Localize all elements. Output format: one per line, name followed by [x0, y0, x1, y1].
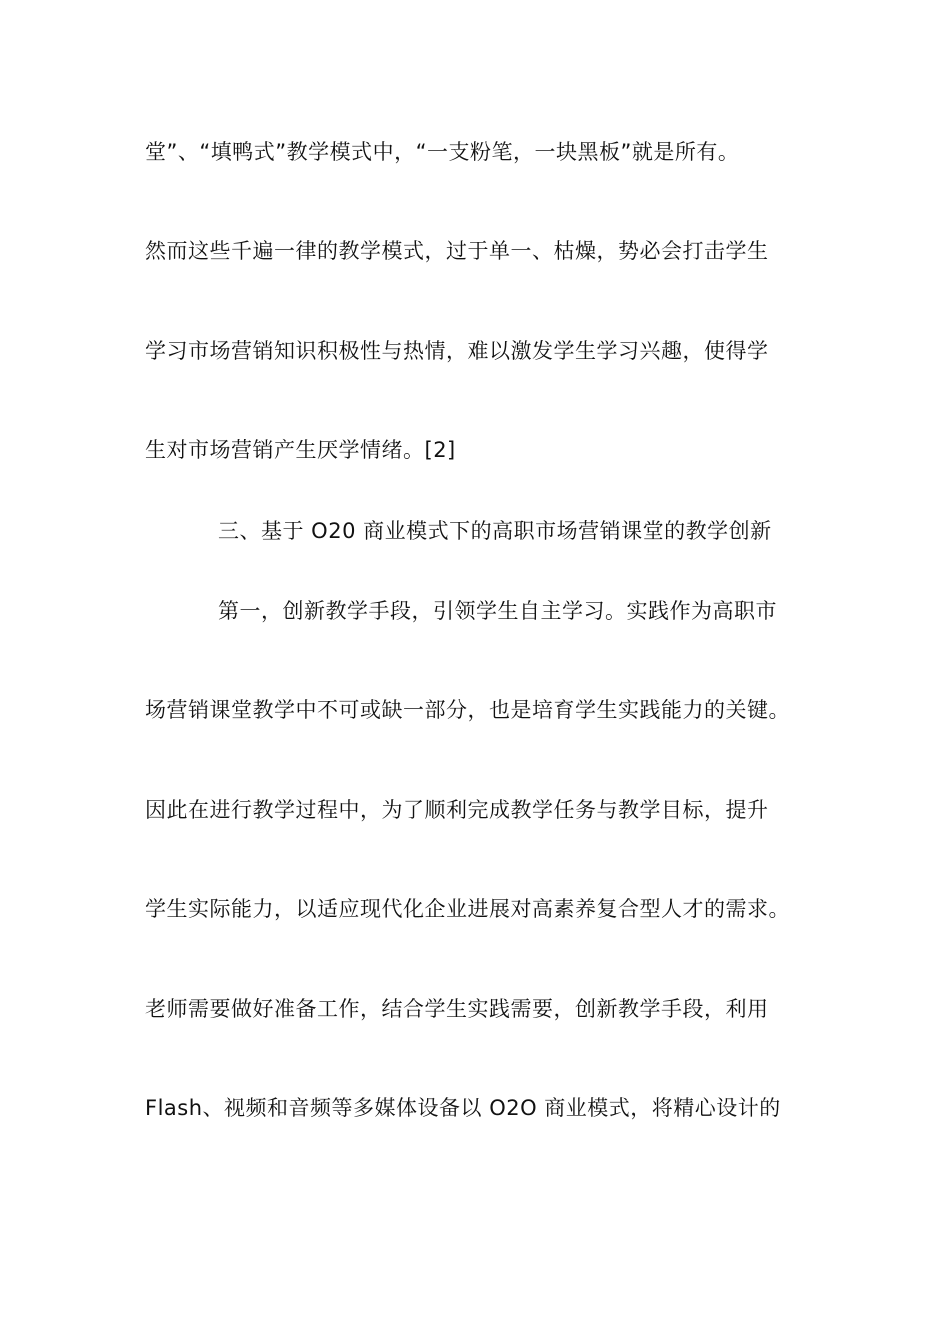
- paragraph-line: 然而这些千遍一律的教学模式，过于单一、枯燥，势必会打击学生: [145, 239, 769, 263]
- paragraph-line: 第一，创新教学手段，引领学生自主学习。实践作为高职市: [218, 599, 777, 623]
- paragraph-line: 因此在进行教学过程中，为了顺利完成教学任务与教学目标，提升: [145, 798, 769, 822]
- paragraph-line: 堂”、“填鸭式”教学模式中，“一支粉笔，一块黑板”就是所有。: [145, 140, 740, 164]
- paragraph-line: 学生实际能力，以适应现代化企业进展对高素养复合型人才的需求。: [145, 897, 790, 921]
- paragraph-line: 学习市场营销知识积极性与热情，难以激发学生学习兴趣，使得学: [145, 339, 769, 363]
- paragraph-line: 老师需要做好准备工作，结合学生实践需要，创新教学手段，利用: [145, 997, 769, 1021]
- section-heading: 三、基于 O20 商业模式下的高职市场营销课堂的教学创新: [218, 519, 772, 543]
- paragraph-line: 场营销课堂教学中不可或缺一部分，也是培育学生实践能力的关键。: [145, 698, 790, 722]
- paragraph-line: Flash、视频和音频等多媒体设备以 O2O 商业模式，将精心设计的: [145, 1096, 781, 1120]
- paragraph-line: 生对市场营销产生厌学情绪。[2]: [145, 438, 456, 462]
